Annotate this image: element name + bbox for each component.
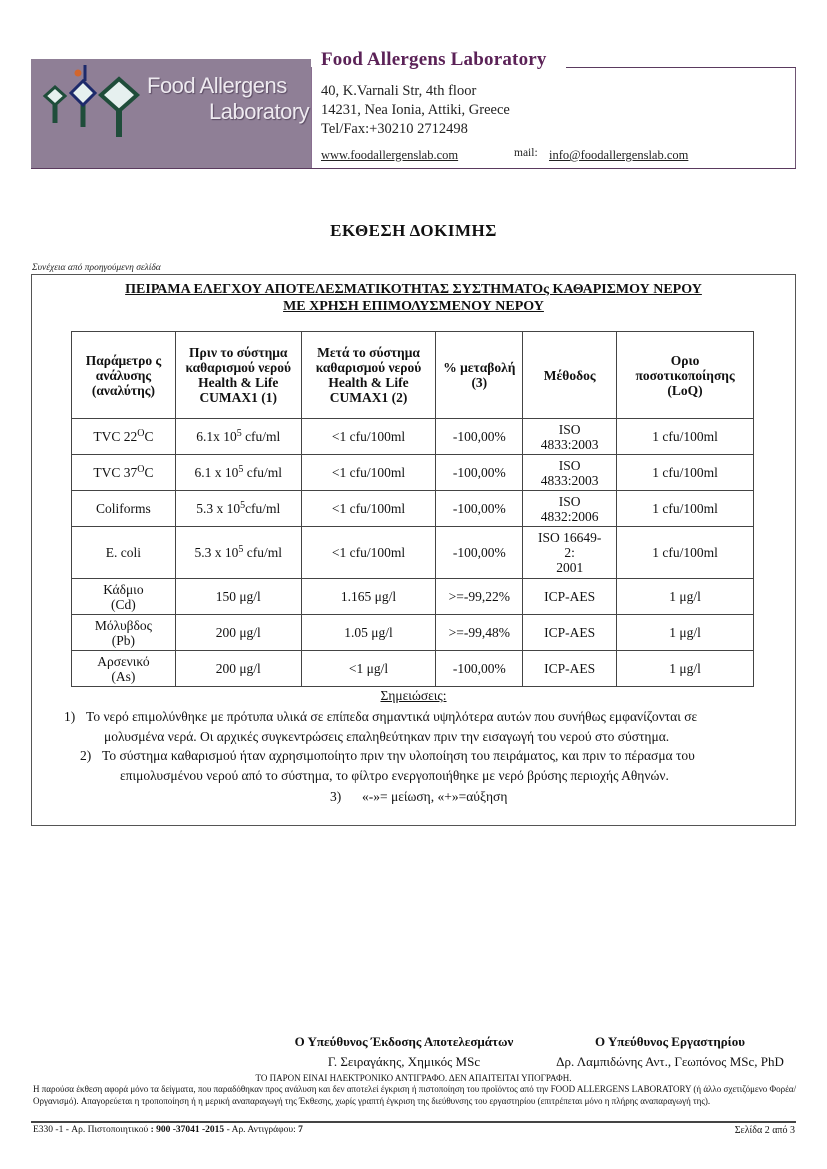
website-link[interactable]: www.foodallergenslab.com bbox=[321, 148, 459, 162]
note-item: 3) «-»= μείωση, «+»=αύξηση bbox=[330, 789, 508, 804]
table-row bbox=[72, 615, 754, 651]
cell-after: <1 cfu/100ml bbox=[301, 527, 436, 579]
cell-method: ISO 4833:2003 bbox=[523, 455, 617, 491]
cell-after: <1 cfu/100ml bbox=[301, 491, 436, 527]
cell-loq: 1 μg/l bbox=[617, 579, 754, 615]
disclaimer: Η παρούσα έκθεση αφορά μόνο τα δείγματα, που παραδόθηκαν προς ανάλυση και δεν αποτελεί έγκριση ή πιστοποίηση του προϊόντος από την FOOD ALLERGENS LABORATORY (ή άλλο σχετιζόμενο Φορέα/Οργανισμό). Απαγορεύεται η τροποποίηση ή η μερική αναπαραγωγή της Έκθεσης, χωρίς γραπτή έγκριση της διεύθυνσης του εργαστηρίου (επιτρέπεται μόνο η πλήρης αναπαραγωγή της). bbox=[33, 1084, 797, 1106]
table-row bbox=[72, 455, 754, 491]
cell-after: 1.05 μg/l bbox=[301, 615, 436, 651]
allergen-molecules-icon bbox=[35, 59, 145, 149]
cell-change: -100,00% bbox=[436, 491, 523, 527]
cell-before: 200 μg/l bbox=[175, 651, 301, 687]
header-loq: Οριο ποσοτικοποίησης (LoQ) bbox=[617, 332, 754, 419]
cell-parameter: Κάδμιο (Cd) bbox=[72, 579, 176, 615]
cell-method: ISO 4833:2003 bbox=[523, 419, 617, 455]
header-change: % μεταβολή (3) bbox=[436, 332, 523, 419]
cell-loq: 1 cfu/100ml bbox=[617, 527, 754, 579]
cell-method: ICP-AES bbox=[523, 651, 617, 687]
cell-before: 200 μg/l bbox=[175, 615, 301, 651]
mail-label: mail: bbox=[514, 147, 538, 159]
cell-method: ISO 4832:2006 bbox=[523, 491, 617, 527]
note-item: 2) Το σύστημα καθαρισμού ήταν αχρησιμοποίητο πριν την υλοποίηση του πειράματος, και πριν το πέρασμα του επιμολυσμένου νερού από το σύστημα, το φίλτρο ενεργοποιήθηκε με νερό βρύσης περιοχής Αθηνών. bbox=[80, 748, 695, 783]
table-row bbox=[72, 651, 754, 687]
cell-method: ICP-AES bbox=[523, 579, 617, 615]
header-divider bbox=[566, 67, 796, 68]
cell-parameter: TVC $22^OC$ bbox=[72, 419, 176, 455]
header-before: Πριν το σύστημα καθαρισμού νερού Health & Life CUMAX1 (1) bbox=[175, 332, 301, 419]
cell-loq: 1 cfu/100ml bbox=[617, 419, 754, 455]
cell-before: 6.1x $10^5$ cfu/ml bbox=[175, 419, 301, 455]
phone-number: Tel/Fax:+30210 2712498 bbox=[321, 121, 468, 137]
header-divider-bottom bbox=[31, 168, 796, 169]
table-row bbox=[72, 491, 754, 527]
header-after: Μετά το σύστημα καθαρισμού νερού Health & Life CUMAX1 (2) bbox=[301, 332, 436, 419]
address-line: 40, K.Varnali Str, 4th floor bbox=[321, 83, 477, 99]
page-number: Σελίδα 2 από 3 bbox=[734, 1125, 795, 1136]
lab-name: Food Allergens Laboratory bbox=[321, 49, 547, 70]
note-item: 1) Το νερό επιμολύνθηκε με πρότυπα υλικά σε επίπεδα σημαντικά υψηλότερα αυτών που συνήθως εμφανίζονται σε μολυσμένα νερά. Οι αρχικές συγκεντρώσεις επαληθεύτηκαν πριν την εισαγωγή του νερού στο σύστημα. bbox=[64, 709, 698, 744]
cell-change: >=-99,48% bbox=[436, 615, 523, 651]
cell-after: <1 cfu/100ml bbox=[301, 419, 436, 455]
cell-before: 5.3 x $10^5cfu/ml$ bbox=[175, 491, 301, 527]
cell-parameter: TVC $37^OC$ bbox=[72, 455, 176, 491]
cell-change: -100,00% bbox=[436, 527, 523, 579]
address-line: 14231, Nea Ionia, Attiki, Greece bbox=[321, 102, 510, 118]
cell-loq: 1 μg/l bbox=[617, 651, 754, 687]
table-row bbox=[72, 419, 754, 455]
cell-method: ICP-AES bbox=[523, 615, 617, 651]
lab-logo bbox=[31, 59, 311, 169]
continued-note: Συνέχεια από προηγούμενη σελίδα bbox=[32, 263, 161, 273]
cell-change: -100,00% bbox=[436, 419, 523, 455]
signature-lab-head: Ο Υπεύθυνος Εργαστηρίου Δρ. Λαμπιδώνης Αντ., Γεωπόνος MSc, PhD bbox=[556, 1034, 784, 1069]
header-method: Μέθοδος bbox=[523, 332, 617, 419]
cell-parameter: Μόλυβδος (Pb) bbox=[72, 615, 176, 651]
cell-parameter: E. coli bbox=[72, 527, 176, 579]
logo-text: Food Allergens Laboratory bbox=[147, 73, 310, 124]
signature-results-issuer: Ο Υπεύθυνος Έκδοσης Αποτελεσμάτων Γ. Σειραγάκης, Χημικός MSc bbox=[294, 1034, 514, 1069]
cell-change: -100,00% bbox=[436, 651, 523, 687]
table-header-row bbox=[72, 332, 754, 419]
cell-method: ISO 16649- 2: 2001 bbox=[523, 527, 617, 579]
certificate-number: : 900 -37041 -2015 bbox=[150, 1125, 225, 1135]
document-title: ΕΚΘΕΣΗ ΔΟΚΙΜΗΣ bbox=[330, 221, 497, 240]
cell-parameter: Coliforms bbox=[72, 491, 176, 527]
cell-parameter: Αρσενικό (As) bbox=[72, 651, 176, 687]
cell-change: -100,00% bbox=[436, 455, 523, 491]
header-parameter: Παράμετρο ς ανάλυσης (αναλύτης) bbox=[72, 332, 176, 419]
experiment-title: ΠΕΙΡΑΜΑ ΕΛΕΓΧΟΥ ΑΠΟΤΕΛΕΣΜΑΤΙΚΟΤΗΤΑΣ ΣΥΣΤΗΜΑΤΟς ΚΑΘΑΡΙΣΜΟΥ ΝΕΡΟΥ ΜΕ ΧΡΗΣΗ ΕΠΙΜΟΛΥΣΜΕΝΟΥ ΝΕΡΟΥ bbox=[125, 282, 702, 314]
notes-title: Σημειώσεις: bbox=[380, 688, 447, 703]
lab-address bbox=[321, 82, 510, 139]
footer-divider bbox=[31, 1121, 796, 1123]
cell-after: <1 cfu/100ml bbox=[301, 455, 436, 491]
results-table bbox=[71, 331, 754, 687]
cell-before: 6.1 x $10^5$ cfu/ml bbox=[175, 455, 301, 491]
certificate-info: E330 -1 - Αρ. Πιστοποιητικού : 900 -37041 -2015 - Αρ. Αντιγράφου: 7 bbox=[33, 1125, 303, 1135]
cell-after: <1 μg/l bbox=[301, 651, 436, 687]
cell-loq: 1 cfu/100ml bbox=[617, 491, 754, 527]
copy-number: 7 bbox=[298, 1125, 303, 1135]
table-row bbox=[72, 527, 754, 579]
electronic-copy-notice: ΤΟ ΠΑΡΟΝ ΕΙΝΑΙ ΗΛΕΚΤΡΟΝΙΚΟ ΑΝΤΙΓΡΑΦΟ. ΔΕΝ ΑΠΑΙΤΕΙΤΑΙ ΥΠΟΓΡΑΦΗ. bbox=[255, 1073, 572, 1083]
table-row bbox=[72, 579, 754, 615]
cell-before: 150 μg/l bbox=[175, 579, 301, 615]
cell-after: 1.165 μg/l bbox=[301, 579, 436, 615]
cell-change: >=-99,22% bbox=[436, 579, 523, 615]
cell-loq: 1 cfu/100ml bbox=[617, 455, 754, 491]
email-link[interactable]: info@foodallergenslab.com bbox=[549, 148, 689, 162]
cell-before: 5.3 x $10^5$ cfu/ml bbox=[175, 527, 301, 579]
cell-loq: 1 μg/l bbox=[617, 615, 754, 651]
